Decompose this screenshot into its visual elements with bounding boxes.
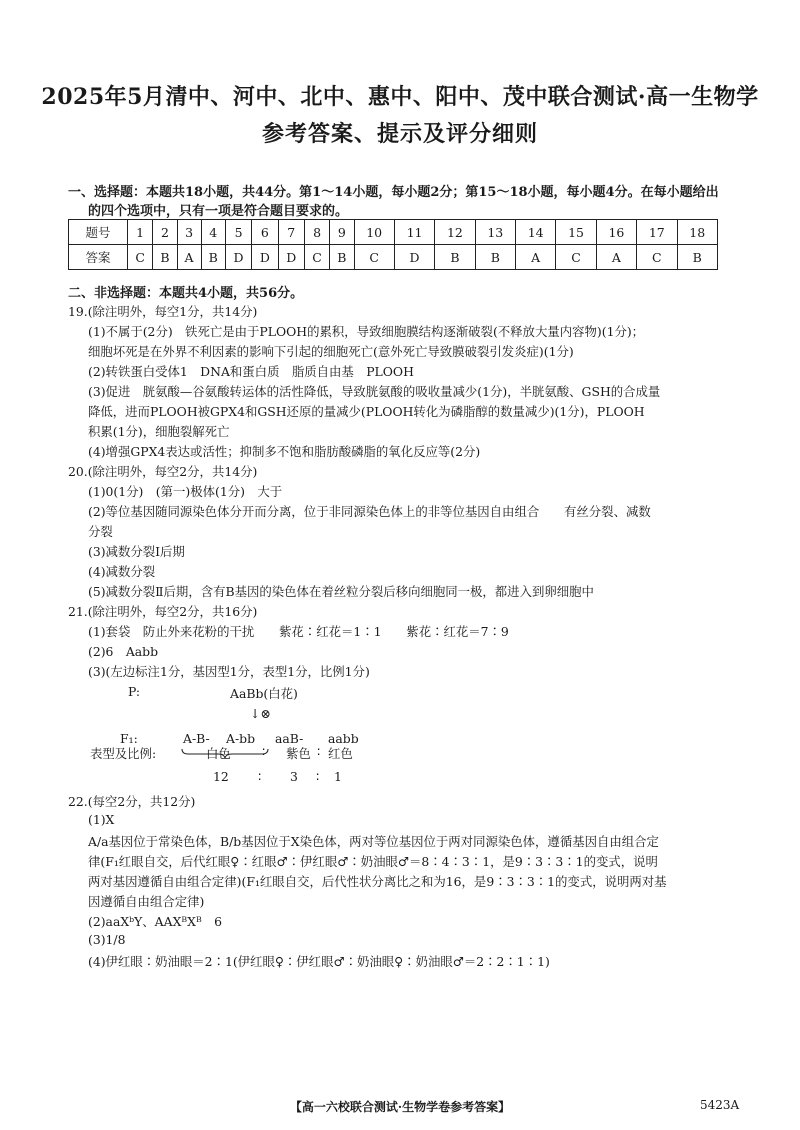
question-number: 10: [354, 220, 394, 245]
ratio-separator: ∶: [258, 769, 262, 784]
section2-intro: 二、非选择题：本题共4小题，共56分。: [68, 286, 304, 301]
question-number: 8: [304, 220, 329, 245]
q21-line: (3)(左边标注1分，基因型1分，表型1分，比例1分): [88, 664, 370, 679]
q19-line: (3)促进 胱氨酸—谷氨酸转运体的活性降低，导致胱氨酸的吸收量减少(1分)，半胱氨酸、GSH的合成量: [88, 384, 661, 399]
question-number: 6: [252, 220, 278, 245]
cross-p-genotype: AaBb(白花): [230, 686, 298, 701]
ratio-separator: ∶: [316, 769, 320, 784]
q20-line: (5)减数分裂Ⅱ后期，含有B基因的染色体在着丝粒分裂后移向细胞同一极，都进入到卵细胞中: [88, 584, 594, 599]
q22-line: (3)1/8: [88, 932, 126, 947]
q21-line: (2)6 Aabb: [88, 644, 159, 659]
question-number: 17: [637, 220, 677, 245]
answer-cell: B: [677, 245, 718, 270]
q20-line: 20.(除注明外，每空2分，共14分): [68, 464, 258, 479]
q19-line: (4)增强GPX4表达或活性；抑制多不饱和脂肪酸磷脂的氧化反应等(2分): [88, 444, 481, 459]
question-number: 9: [330, 220, 354, 245]
table-row: [69, 245, 718, 270]
q22-line: 22.(每空2分，共12分): [68, 794, 196, 809]
f1-genotype: aaB-: [275, 731, 304, 746]
page-title: 2025年5月清中、河中、北中、惠中、阳中、茂中联合测试·高一生物学: [41, 84, 759, 110]
question-number: 12: [435, 220, 475, 245]
answer-cell: C: [128, 245, 153, 270]
answer-cell: A: [516, 245, 556, 270]
cross-f1-label: F₁:: [120, 731, 138, 746]
phenotype-separator: ∶: [317, 744, 321, 759]
q19-line: (2)转铁蛋白受体1 DNA和蛋白质 脂质自由基 PLOOH: [88, 364, 414, 379]
f1-genotype: A-bb: [226, 731, 255, 746]
q22-line: A/a基因位于常染色体，B/b基因位于X染色体，两对等位基因位于两对同源染色体，遵循基因自由组合定: [88, 834, 659, 849]
question-number: 1: [128, 220, 153, 245]
question-number: 14: [516, 220, 556, 245]
document-code: 5423A: [700, 1098, 740, 1112]
answer-cell: A: [596, 245, 636, 270]
question-number: 7: [278, 220, 304, 245]
q22-line: 两对基因遵循自由组合定律)(F₁红眼自交，后代性状分离比之和为16，是9∶3∶3∶1的变式，说明两对基: [88, 874, 667, 889]
question-number: 4: [201, 220, 225, 245]
answer-table: [68, 219, 718, 270]
page-footer: 【高一六校联合测试·生物学卷参考答案】: [289, 1100, 511, 1114]
q20-line: (2)等位基因随同源染色体分开而分离，位于非同源染色体上的非等位基因自由组合 有丝分裂、减数: [88, 504, 651, 519]
phenotype-red: 红色: [328, 746, 353, 761]
answer-cell: B: [201, 245, 225, 270]
question-number: 5: [225, 220, 251, 245]
q19-line: 细胞坏死是在外界不利因素的影响下引起的细胞死亡(意外死亡导致膜破裂引发炎症)(1分): [88, 344, 574, 359]
section1-intro-line1: 一、选择题：本题共18小题，共44分。第1～14小题，每小题2分；第15～18小题，每小题4分。在每小题给出: [68, 185, 719, 200]
question-number: 13: [475, 220, 515, 245]
f1-genotype: aabb: [328, 731, 359, 746]
q20-line: (4)减数分裂: [88, 564, 156, 579]
q22-line: (2)aaXᵇY、AAXᴮXᴮ 6: [88, 914, 222, 929]
q21-line: 21.(除注明外，每空2分，共16分): [68, 604, 258, 619]
q22-line: 律(F₁红眼自交，后代红眼♀∶红眼♂∶伊红眼♂∶奶油眼♂＝8∶4∶3∶1，是9∶3∶3∶1的变式，说明: [88, 854, 658, 869]
phenotype-separator: ∶: [262, 744, 266, 759]
question-number: 3: [177, 220, 201, 245]
answer-cell: D: [252, 245, 278, 270]
phenotype-purple: 紫色: [286, 746, 311, 761]
ratio-white: 12: [213, 769, 229, 784]
answer-cell: B: [475, 245, 515, 270]
table-row: [69, 220, 718, 245]
answer-cell: C: [637, 245, 677, 270]
q21-line: (1)套袋 防止外来花粉的干扰 紫花∶红花＝1∶1 紫花∶红花＝7∶9: [88, 624, 509, 639]
answer-cell: D: [394, 245, 434, 270]
phenotype-white: 白色: [206, 746, 231, 761]
question-number: 2: [153, 220, 177, 245]
q22-line: 因遵循自由组合定律): [88, 894, 205, 909]
q22-line: (1)X: [88, 812, 115, 827]
answer-cell: C: [304, 245, 329, 270]
answer-cell: B: [153, 245, 177, 270]
q22-line: (4)伊红眼∶奶油眼＝2∶1(伊红眼♀∶伊红眼♂∶奶油眼♀∶奶油眼♂＝2∶2∶1∶1): [88, 954, 550, 969]
answer-cell: D: [225, 245, 251, 270]
ratio-red: 1: [334, 769, 342, 784]
answer-cell: A: [177, 245, 201, 270]
cross-p-label: P:: [128, 684, 141, 699]
table-header-cell: 答案: [69, 245, 128, 270]
question-number: 16: [596, 220, 636, 245]
phenotype-label: 表型及比例:: [90, 746, 157, 761]
q19-line: (1)不属于(2分) 铁死亡是由于PLOOH的累积，导致细胞膜结构逐渐破裂(不释放大量内容物)(1分)；: [88, 324, 645, 339]
question-number: 18: [677, 220, 718, 245]
table-header-cell: 题号: [69, 220, 128, 245]
q20-line: 分裂: [88, 524, 113, 539]
f1-genotype: A-B-: [183, 731, 210, 746]
q20-line: (1)0(1分) (第一)极体(1分) 大于: [88, 484, 283, 499]
answer-cell: B: [330, 245, 354, 270]
q19-line: 降低，进而PLOOH被GPX4和GSH还原的量减少(PLOOH转化为磷脂醇的数量减少)(1分)，PLOOH: [88, 404, 645, 419]
section1-intro-line2: 的四个选项中，只有一项是符合题目要求的。: [88, 204, 349, 219]
page-subtitle: 参考答案、提示及评分细则: [261, 121, 538, 147]
q20-line: (3)减数分裂Ⅰ后期: [88, 544, 185, 559]
question-number: 11: [394, 220, 434, 245]
q19-line: 积累(1分)，细胞裂解死亡: [88, 424, 230, 439]
answer-cell: C: [556, 245, 596, 270]
ratio-purple: 3: [290, 769, 298, 784]
q19-line: 19.(除注明外，每空1分，共14分): [68, 304, 258, 319]
question-number: 15: [556, 220, 596, 245]
answer-cell: B: [435, 245, 475, 270]
answer-cell: C: [354, 245, 394, 270]
answer-cell: D: [278, 245, 304, 270]
selfing-symbol: ↓⊗: [250, 706, 271, 721]
